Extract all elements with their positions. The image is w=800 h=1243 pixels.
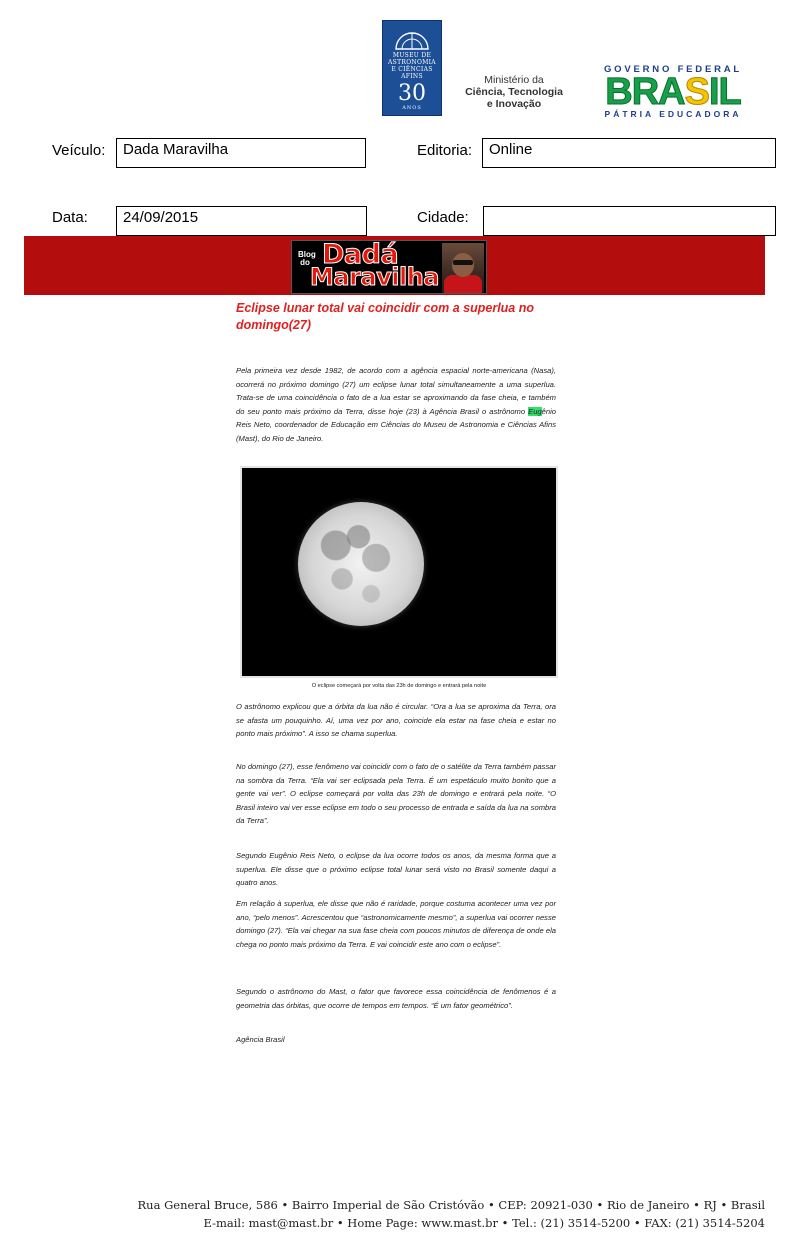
footer-address: Rua General Bruce, 586 • Bairro Imperial de São Cristóvão • CEP: 20921-030 • Rio de Janeiro • RJ • Brasil — [137, 1198, 765, 1212]
blogger-photo — [442, 243, 484, 293]
blog-do-label: Blog do — [298, 250, 316, 267]
mast-logo — [382, 20, 442, 116]
article-source: Agência Brasil — [236, 1035, 285, 1044]
editoria-label: Editoria: — [417, 142, 473, 159]
gov-logo-il: IL — [708, 71, 741, 113]
editoria-field[interactable]: Online — [482, 138, 776, 168]
article-paragraph-2: O astrônomo explicou que a órbita da lua não é circular. “Ora a lua se aproxima da Terra, ora se afasta um pouquinho. Aí, uma vez por ano, coincide ela estar na fase cheia e estar no ponto mais próximo”. A isso se chama superlua. — [236, 702, 556, 739]
gov-logo-bra: BRA — [605, 71, 685, 113]
ministry-line3: e Inovação — [486, 98, 542, 110]
ministry-logo — [456, 74, 572, 110]
article-paragraph-3: No domingo (27), esse fenômeno vai coincidir com o fato de o satélite da Terra também passar na sombra da Terra. “Ela vai ser eclipsada pela Terra. É um espetáculo muito bonito que a gente vai ver”. O eclipse começará por volta das 23h de domingo e entrará pela noite. “O Brasil inteiro vai ver esse eclipse em todo o seu processo de entrada e saída da lua na sombra da Terra”. — [236, 762, 556, 826]
footer-contact: E-mail: mast@mast.br • Home Page: www.mast.br • Tel.: (21) 3514-5200 • FAX: (21) 3514-5204 — [203, 1216, 765, 1230]
p1-text-after: ênio Reis Neto, coordenador de Educação em Ciências do Museu de Astronomia e Ciências Afins (Mast), do Rio de Janeiro. — [236, 406, 556, 443]
gov-logo-brasil — [592, 71, 754, 113]
gov-logo-top: GOVERNO FEDERAL — [603, 64, 743, 75]
data-label: Data: — [52, 209, 88, 226]
p1-text-before: Pela primeira vez desde 1982, de acordo com a agência espacial norte-americana (Nasa), ocorrerá no próximo domingo (27) um eclipse lunar total simultaneamente a uma superlua. Trata-se de uma coincidência o fato de a lua estar se aproximando da fase cheia, e também do seu ponto mais próximo da Terra, disse hoje (23) à Agência Brasil o astrônomo — [236, 366, 556, 416]
blog-banner — [291, 240, 487, 294]
photo-caption: O eclipse começará por volta das 23h de domingo e entrará pela noite — [311, 683, 487, 689]
ministry-line2: Ciência, Tecnologia — [465, 86, 563, 98]
data-field[interactable]: 24/09/2015 — [116, 206, 367, 236]
article-title: Eclipse lunar total vai coincidir com a superlua no domingo(27) — [236, 301, 534, 332]
article-paragraph-5: Em relação à superlua, ele disse que não é raridade, porque costuma acontecer uma vez por ano, “pelo menos”. Acrescentou que “astronomicamente mesmo”, a superlua vai ocorrer nesse domingo (27). “Ela vai chegar na sua fase cheia com poucos minutos de diferença de onde ela chega no ponto mais próximo da Terra. E vai coincidir este ano com o eclipse”. — [236, 899, 556, 949]
full-moon-image — [298, 502, 424, 626]
mast-logo-anos: ANOS — [402, 105, 422, 111]
governo-federal-logo — [592, 64, 754, 120]
article-paragraph-1 — [236, 364, 556, 446]
veiculo-label: Veículo: — [52, 142, 106, 159]
blog-name-line2: Maravilha — [310, 263, 439, 291]
cidade-field[interactable] — [483, 206, 776, 236]
article-paragraph-4: Segundo Eugênio Reis Neto, o eclipse da lua ocorre todos os anos, da mesma forma que a superlua. Ele disse que o próximo eclipse total lunar será visto no Brasil somente daqui a quatro anos. — [236, 851, 556, 888]
mast-logo-number: 30 — [398, 81, 426, 106]
blog-name-line1: Dadá — [322, 240, 399, 270]
gov-logo-bottom: PÁTRIA EDUCADORA — [604, 109, 742, 119]
article-paragraph-6: Segundo o astrônomo do Mast, o fator que favorece essa coincidência de fenômenos é a geometria das órbitas, que ocorre de tempos em tempos. “É um fator geométrico”. — [236, 987, 556, 1010]
ministry-line1: Ministério da — [484, 74, 544, 86]
p1-highlight: Eug — [528, 406, 542, 416]
mast-logo-name: MUSEU DE ASTRONOMIA E CIÊNCIAS AFINS — [388, 52, 436, 80]
cidade-label: Cidade: — [417, 209, 469, 226]
veiculo-field[interactable]: Dada Maravilha — [116, 138, 366, 168]
gov-logo-s: S — [684, 71, 709, 113]
moon-photo — [240, 466, 558, 678]
observatory-dome-icon — [393, 28, 431, 50]
